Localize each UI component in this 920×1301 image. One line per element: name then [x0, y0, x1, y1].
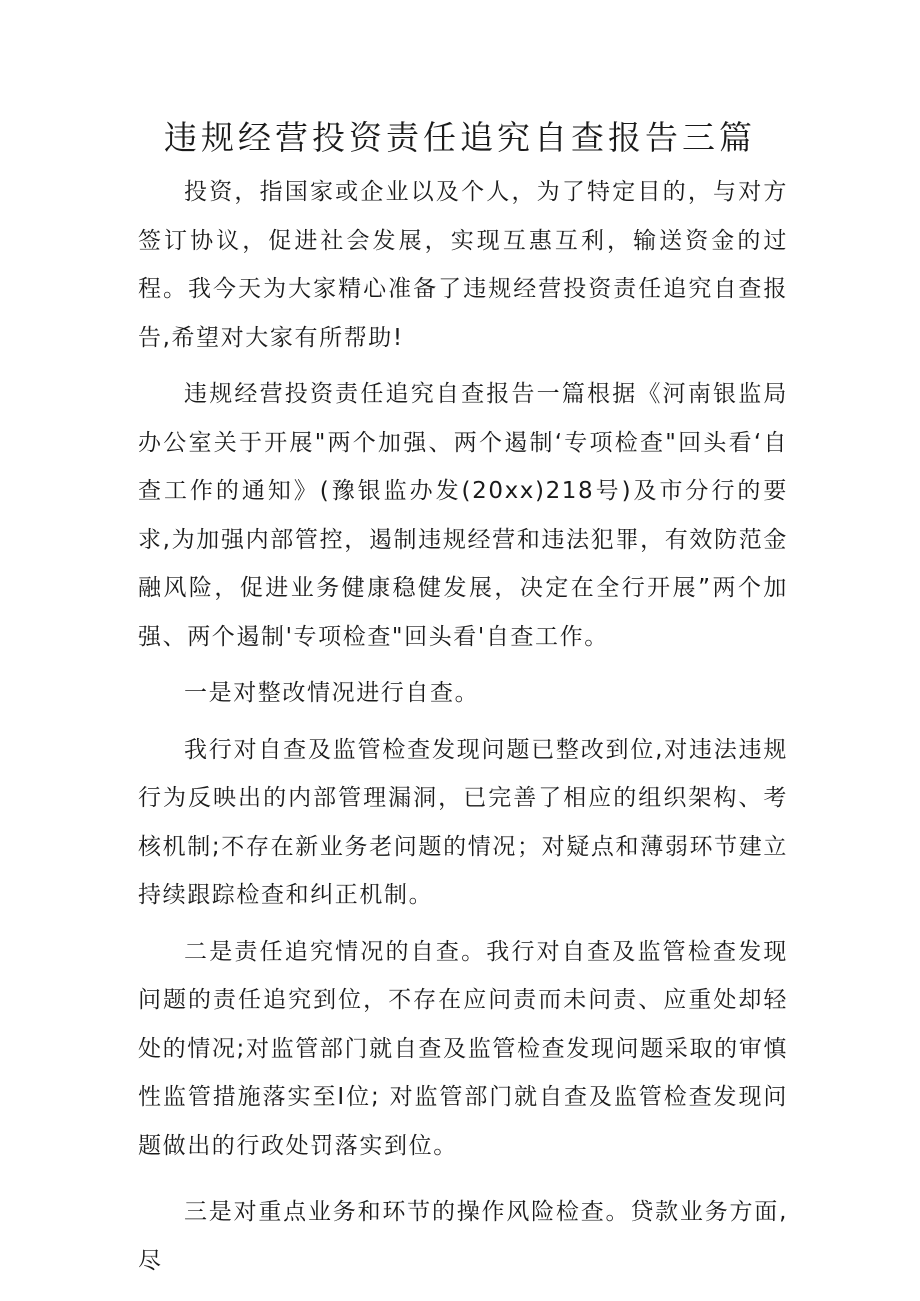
- document-title: 违规经营投资责任追究自查报告三篇: [164, 118, 756, 157]
- paragraph-item-three: 三是对重点业务和环节的操作风险检查。贷款业务方面,尽: [138, 1199, 788, 1274]
- document-body: [138, 168, 788, 1285]
- paragraph-intro: 投资，指国家或企业以及个人，为了特定目的，与对方签订协议，促进社会发展，实现互惠互利，输送资金的过程。我今天为大家精心准备了违规经营投资责任追究自查报告,希望对大家有所帮助!: [138, 179, 788, 351]
- paragraph-item-two: 二是责任追究情况的自查。我行对自查及监管检查发现问题的责任追究到位，不存在应问责而未问责、应重处却轻处的情况;对监管部门就自查及监管检查发现问题采取的审慎性监管措施落实至I位; 对监管部门就自查及监管检查发现问题做出的行政处罚落实到位。: [138, 938, 788, 1159]
- paragraph-item-one-body: 我行对自查及监管检查发现问题已整改到位,对违法违规行为反映出的内部管理漏洞，已完善了相应的组织架构、考核机制;不存在新业务老问题的情况；对疑点和薄弱环节建立持续跟踪检查和纠正机制。: [138, 736, 788, 908]
- paragraph-item-one-heading: 一是对整改情况进行自查。: [184, 680, 480, 706]
- paragraph-report-one: 违规经营投资责任追究自查报告一篇根据《河南银监局办公室关于开展"两个加强、两个遏制‘专项检查"回头看‘自查工作的通知》(豫银监办发(20xx)218号)及市分行的要求,为加强内部管控，遏制违规经营和违法犯罪，有效防范金融风险，促进业务健康稳健发展，决定在全行开展”两个加强、两个遏制'专项检查"回头看'自查工作。: [138, 381, 788, 650]
